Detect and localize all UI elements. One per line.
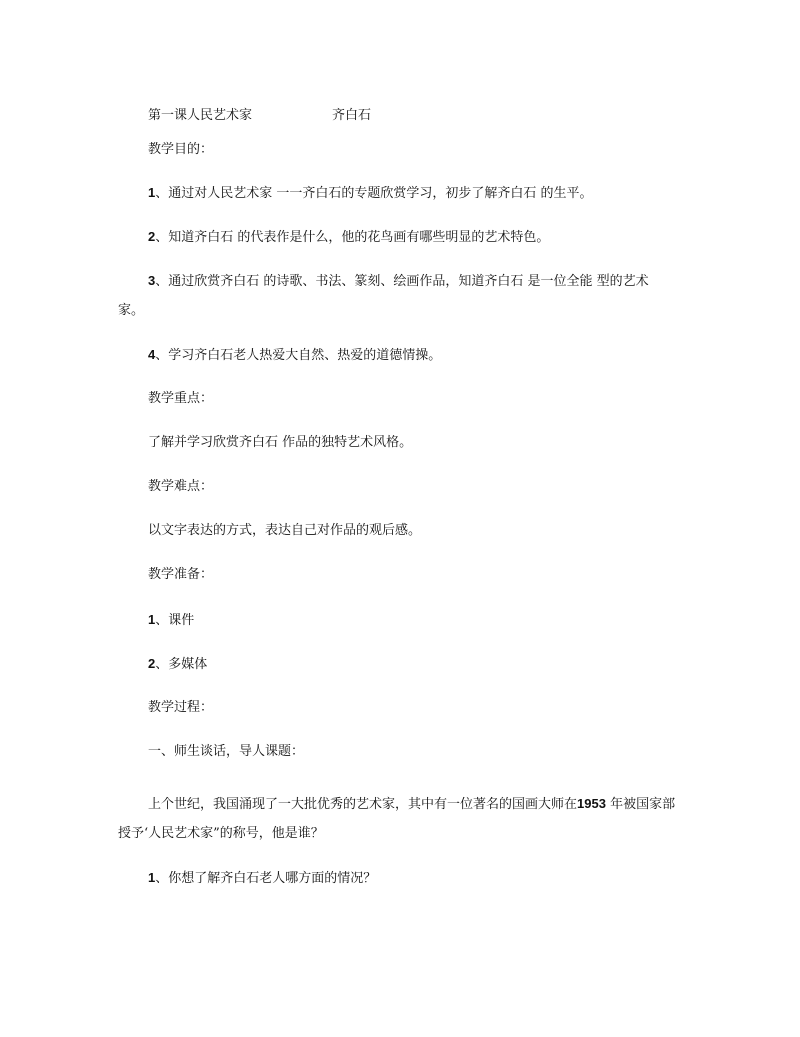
goal-item bbox=[148, 229, 549, 246]
key-heading: 教学重点： bbox=[148, 391, 214, 406]
paragraph-text: 年被国家部 bbox=[605, 797, 676, 812]
goal-number: 2 bbox=[148, 229, 156, 244]
paragraph bbox=[148, 796, 675, 813]
question-text: 、你想了解齐白石老人哪方面的情况？ bbox=[155, 871, 377, 886]
goal-item bbox=[148, 273, 649, 290]
prep-number: 1 bbox=[148, 612, 156, 627]
goal-text: 、学习齐白石老人热爱大自然、热爱的道德情操。 bbox=[155, 348, 442, 363]
prep-number: 2 bbox=[148, 656, 156, 671]
prep-text: 、多媒体 bbox=[155, 657, 208, 672]
goal-item bbox=[148, 347, 441, 364]
lesson-subject: 齐白石 bbox=[332, 108, 372, 123]
goal-text: 、通过欣赏齐白石 的诗歌、书法、篆刻、绘画作品，知道齐白石 是一位全能 型的艺术 bbox=[155, 274, 649, 289]
prep-item bbox=[148, 656, 207, 673]
prep-text: 、课件 bbox=[155, 613, 195, 628]
prep-heading: 教学准备： bbox=[148, 567, 214, 582]
question-number: 1 bbox=[148, 870, 156, 885]
goal-number: 1 bbox=[148, 185, 156, 200]
question-item bbox=[148, 870, 376, 887]
goal-number: 3 bbox=[148, 273, 156, 288]
goal-text: 、通过对人民艺术家 一一齐白石的专题欣赏学习，初步了解齐白石 的生平。 bbox=[155, 186, 593, 201]
goal-number: 4 bbox=[148, 347, 156, 362]
prep-item bbox=[148, 612, 194, 629]
goal-text-continued: 家。 bbox=[118, 303, 145, 318]
difficulty-heading: 教学难点： bbox=[148, 479, 214, 494]
difficulty-text: 以文字表达的方式，表达自己对作品的观后感。 bbox=[148, 523, 422, 538]
key-text: 了解并学习欣赏齐白石 作品的独特艺术风格。 bbox=[148, 435, 413, 450]
year-value: 1953 bbox=[577, 796, 606, 811]
lesson-title: 第一课人民艺术家 bbox=[148, 108, 253, 123]
paragraph-text: 上个世纪，我国涌现了一大批优秀的艺术家，其中有一位著名的国画大师在 bbox=[148, 797, 578, 812]
goal-item bbox=[148, 185, 593, 202]
process-heading: 教学过程： bbox=[148, 700, 214, 715]
paragraph-continued: 授予‘人民艺术家”的称号，他是谁？ bbox=[118, 826, 324, 841]
section-heading: 一、师生谈话，导人课题： bbox=[148, 744, 305, 759]
goals-heading: 教学目的： bbox=[148, 142, 214, 157]
goal-text: 、知道齐白石 的代表作是什么，他的花鸟画有哪些明显的艺术特色。 bbox=[155, 230, 550, 245]
